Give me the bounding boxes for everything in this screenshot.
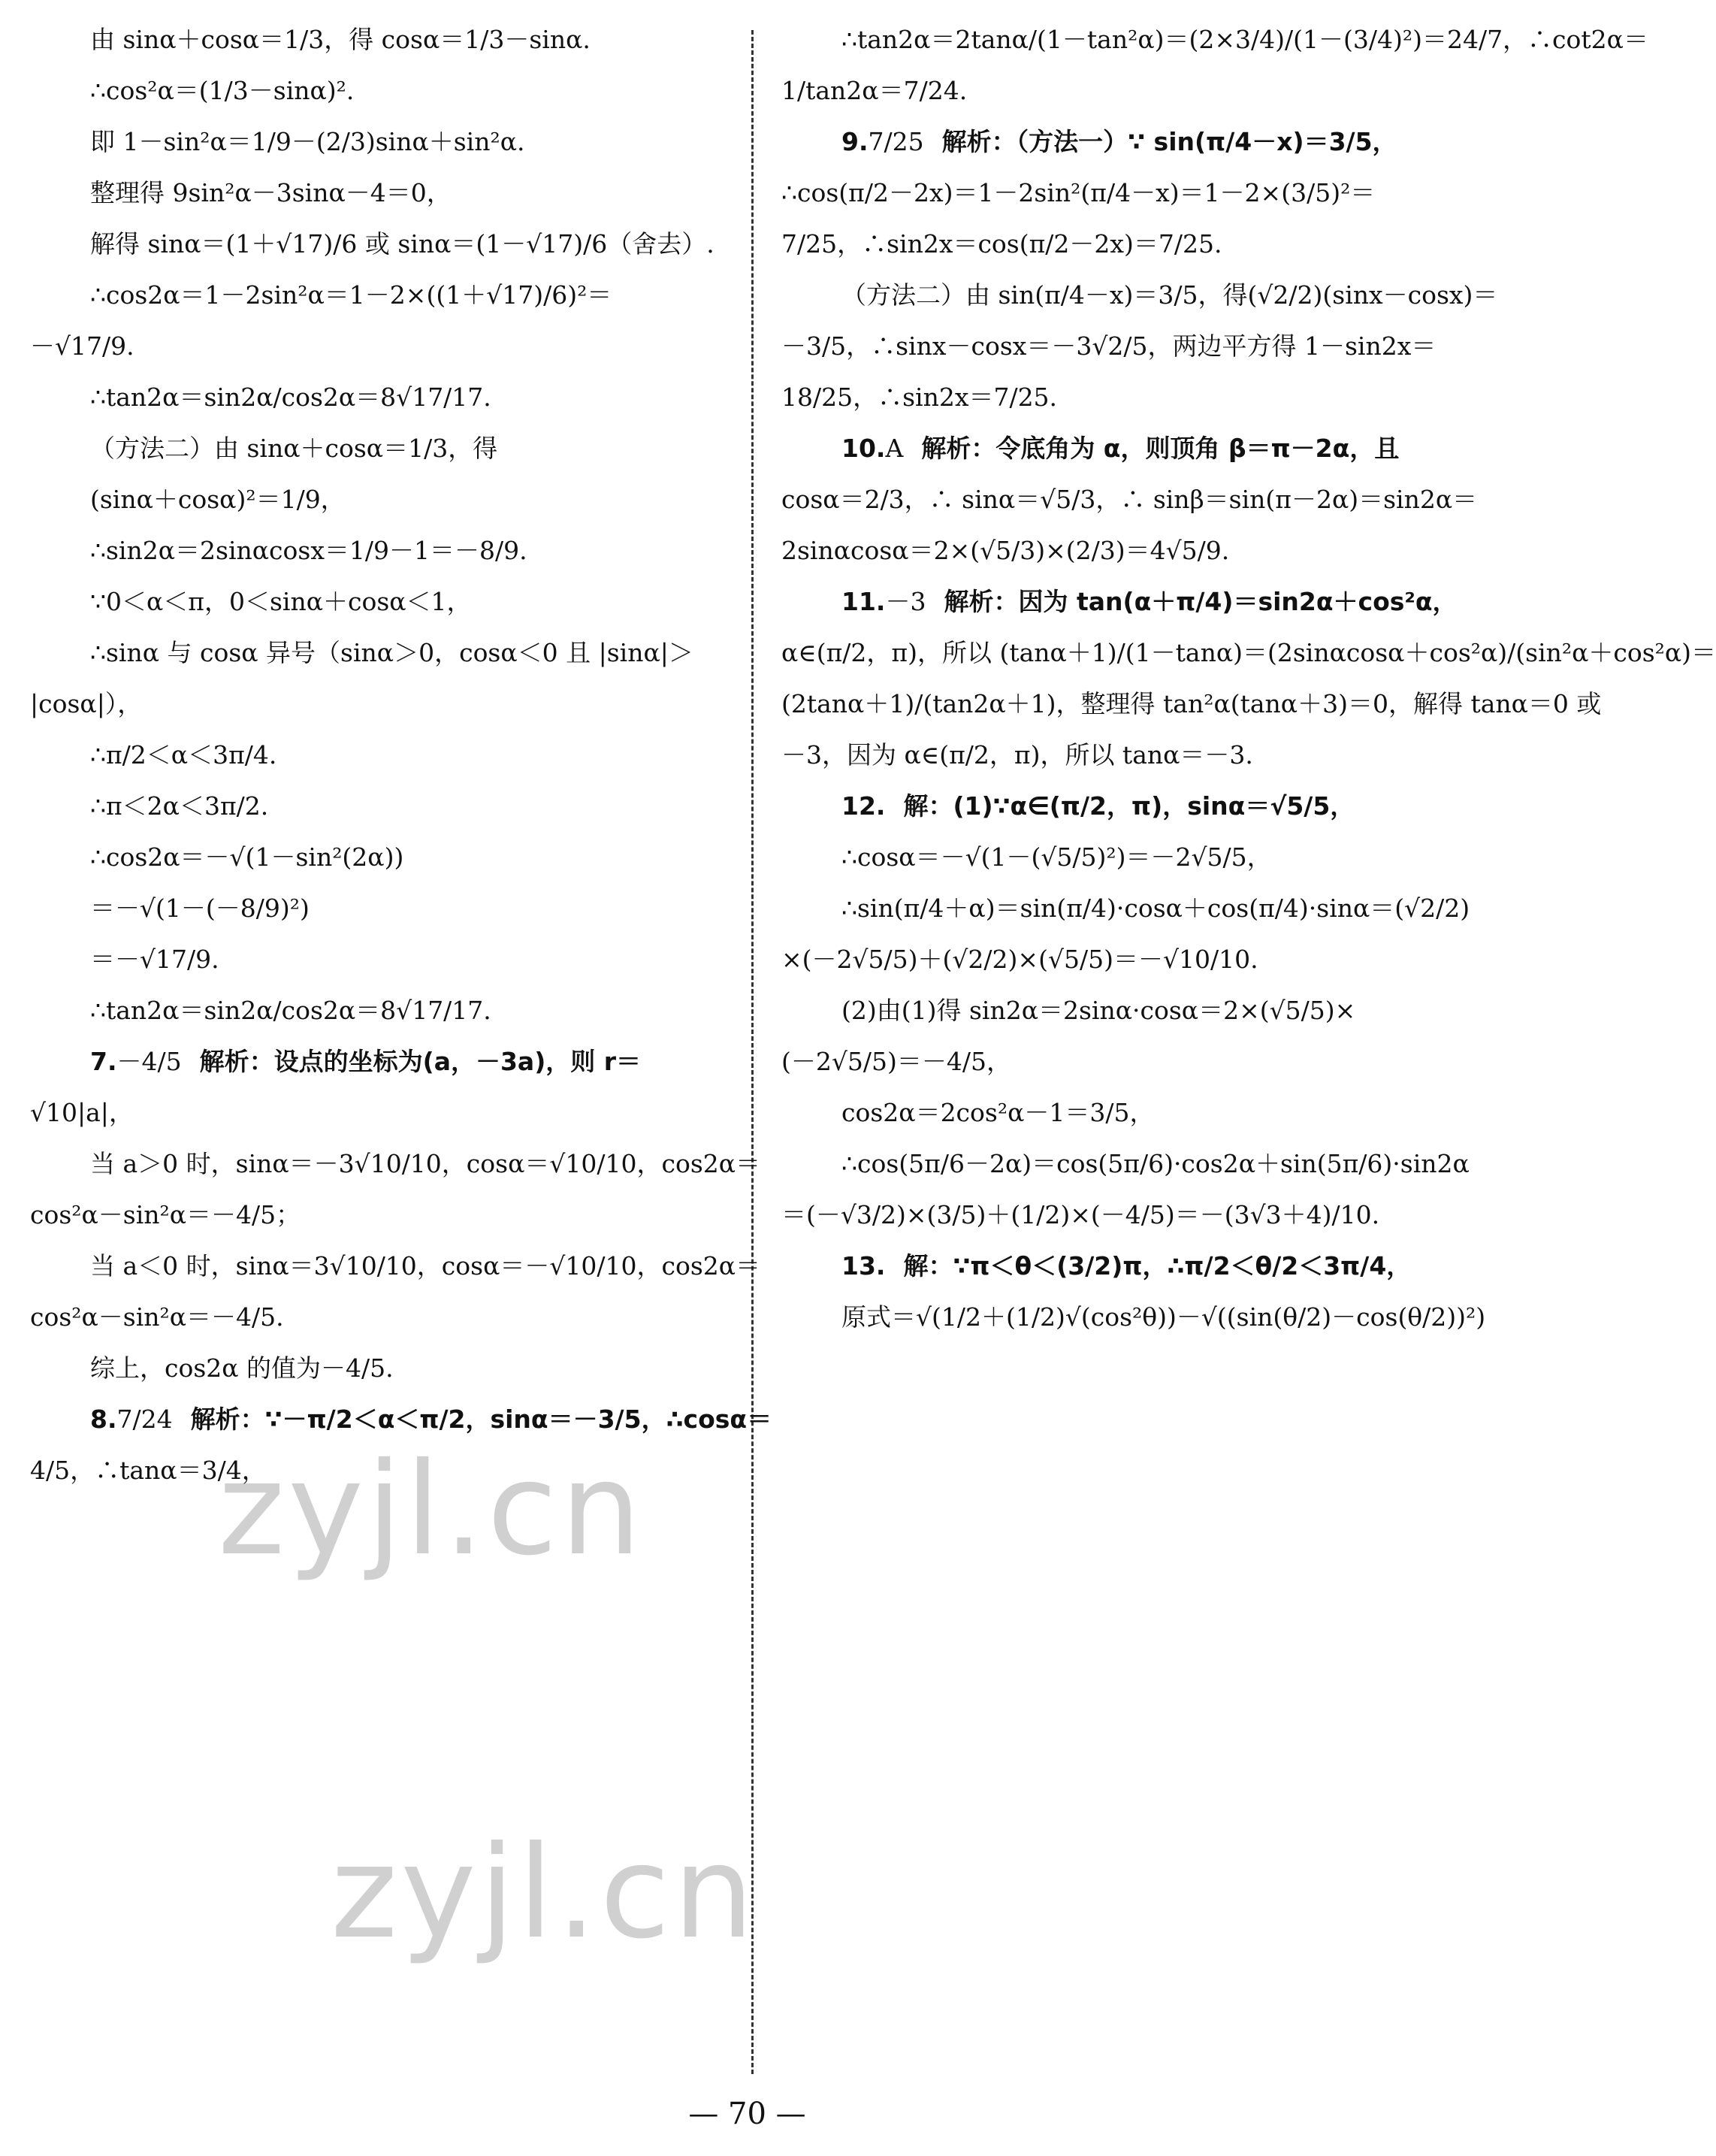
column-divider — [751, 30, 754, 2074]
text-line: ×(－2√5/5)＋(√2/2)×(√5/5)＝－√10/10. — [781, 945, 1258, 974]
solution-text: 解析：令底角为 α，则顶角 β＝π－2α，且 — [921, 434, 1400, 463]
problem-number: 13. — [841, 1251, 886, 1281]
text-line: ＝－√17/9. — [90, 945, 219, 974]
text-line: ∴sinα 与 cosα 异号（sinα＞0，cosα＜0 且 |sinα|＞ — [90, 638, 693, 667]
text-line: 综上，cos2α 的值为－4/5. — [90, 1353, 394, 1383]
text-line: 由 sinα＋cosα＝1/3，得 cosα＝1/3－sinα. — [90, 25, 591, 54]
text-line: ∴sin(π/4＋α)＝sin(π/4)·cosα＋cos(π/4)·sinα＝(√2/2) — [841, 894, 1470, 923]
text-line: 整理得 9sin²α－3sinα－4＝0， — [90, 178, 452, 207]
problem-answer: －4/5 — [116, 1047, 182, 1076]
page-number: — 70 — — [688, 2097, 806, 2131]
text-line: （方法二）由 sinα＋cosα＝1/3，得 — [90, 434, 498, 463]
text-line: ∴cosα＝－√(1－(√5/5)²)＝－2√5/5， — [841, 842, 1272, 872]
text-line: ∴sin2α＝2sinαcosx＝1/9－1＝－8/9. — [90, 536, 527, 565]
solution-text: 解析：设点的坐标为(a，－3a)，则 r＝ — [199, 1047, 642, 1076]
text-line: －3/5，∴sinx－cosx＝－3√2/5，两边平方得 1－sin2x＝ — [781, 331, 1437, 361]
text-line: ∴cos2α＝1－2sin²α＝1－2×((1＋√17)/6)²＝ — [90, 280, 612, 310]
text-line: ∴cos²α＝(1/3－sinα)². — [90, 76, 355, 105]
problem-12-line — [781, 789, 1473, 824]
text-line: ∴cos(π/2－2x)＝1－2sin²(π/4－x)＝1－2×(3/5)²＝ — [781, 178, 1376, 207]
problem-answer: 7/25 — [868, 127, 924, 156]
solution-text: 解：∵π＜θ＜(3/2)π，∴π/2＜θ/2＜3π/4， — [903, 1251, 1412, 1281]
text-line: (2)由(1)得 sin2α＝2sinα·cosα＝2×(√5/5)× — [841, 996, 1356, 1025]
text-line: （方法二）由 sin(π/4－x)＝3/5，得(√2/2)(sinx－cosx)＝ — [841, 280, 1498, 310]
text-line: 当 a＞0 时，sinα＝－3√10/10，cosα＝√10/10，cos2α＝ — [90, 1149, 761, 1178]
solution-text: 解析：∵－π/2＜α＜π/2，sinα＝－3/5，∴cosα＝ — [190, 1405, 772, 1434]
text-line: 2sinαcosα＝2×(√5/3)×(2/3)＝4√5/9. — [781, 536, 1230, 565]
text-line: 当 a＜0 时，sinα＝3√10/10，cosα＝－√10/10，cos2α＝ — [90, 1251, 761, 1281]
problem-11-line — [781, 585, 1473, 619]
problem-answer: A — [885, 434, 904, 463]
text-line: 1/tan2α＝7/24. — [781, 76, 968, 105]
text-line: ∴cos(5π/6－2α)＝cos(5π/6)·cos2α＋sin(5π/6)·sin2α — [841, 1149, 1470, 1178]
text-line: 解得 sinα＝(1＋√17)/6 或 sinα＝(1－√17)/6（舍去）. — [90, 229, 714, 259]
text-line: ∵0＜α＜π，0＜sinα＋cosα＜1， — [90, 587, 472, 616]
text-line: ∴tan2α＝2tanα/(1－tan²α)＝(2×3/4)/(1－(3/4)²)＝24/7，∴cot2α＝ — [841, 25, 1648, 54]
text-line: cos²α－sin²α＝－4/5； — [30, 1200, 301, 1229]
text-line: α∈(π/2，π)，所以 (tanα＋1)/(1－tanα)＝(2sinαcosα＋cos²α)/(sin²α＋cos²α)＝ — [781, 638, 1716, 667]
text-line: ∴π＜2α＜3π/2. — [90, 791, 269, 821]
solution-text: 解：(1)∵α∈(π/2，π)，sinα＝√5/5， — [903, 791, 1355, 821]
text-line: 18/25，∴sin2x＝7/25. — [781, 383, 1058, 412]
problem-number: 10. — [841, 434, 886, 463]
text-line: |cosα|）， — [30, 689, 143, 718]
text-line: (－2√5/5)＝－4/5， — [781, 1047, 1011, 1076]
text-line: cosα＝2/3，∴ sinα＝√5/3，∴ sinβ＝sin(π－2α)＝sin2α＝ — [781, 485, 1478, 514]
problem-number: 11. — [841, 587, 886, 616]
text-line: √10|a|， — [30, 1098, 134, 1127]
left-column — [30, 23, 772, 1504]
text-line: 7/25，∴sin2x＝cos(π/2－2x)＝7/25. — [781, 229, 1222, 259]
problem-8-line — [30, 1402, 772, 1437]
text-line: (sinα＋cosα)²＝1/9， — [90, 485, 346, 514]
text-line: ＝－√(1－(－8/9)²) — [90, 894, 310, 923]
text-line: ∴π/2＜α＜3π/4. — [90, 740, 277, 770]
text-line: ＝(－√3/2)×(3/5)＋(1/2)×(－4/5)＝－(3√3＋4)/10. — [781, 1200, 1380, 1229]
problem-answer: 7/24 — [116, 1405, 173, 1434]
problem-9-line — [781, 125, 1473, 159]
text-line: (2tanα＋1)/(tan2α＋1)，整理得 tan²α(tanα＋3)＝0，解得 tanα＝0 或 — [781, 689, 1602, 718]
problem-13-line — [781, 1249, 1473, 1284]
problem-number: 12. — [841, 791, 886, 821]
problem-number: 8. — [90, 1405, 117, 1434]
watermark: zyjl.cn — [218, 1435, 645, 1584]
problem-10-line — [781, 431, 1473, 466]
problem-number: 9. — [841, 127, 869, 156]
right-column — [781, 23, 1716, 1351]
text-line: ∴cos2α＝－√(1－sin²(2α)) — [90, 842, 404, 872]
text-line: cos²α－sin²α＝－4/5. — [30, 1302, 284, 1332]
problem-number: 7. — [90, 1047, 117, 1076]
text-line: ∴tan2α＝sin2α/cos2α＝8√17/17. — [90, 996, 491, 1025]
text-line: －√17/9. — [30, 331, 134, 361]
text-line: ∴tan2α＝sin2α/cos2α＝8√17/17. — [90, 383, 491, 412]
text-line: 原式＝√(1/2＋(1/2)√(cos²θ))－√((sin(θ/2)－cos(θ/2))²) — [841, 1302, 1486, 1332]
solution-text: 解析：（方法一）∵ sin(π/4－x)＝3/5， — [941, 127, 1397, 156]
text-line: 4/5，∴tanα＝3/4， — [30, 1456, 267, 1485]
text-line: －3，因为 α∈(π/2，π)，所以 tanα＝－3. — [781, 740, 1253, 770]
solution-text: 解析：因为 tan(α＋π/4)＝sin2α＋cos²α， — [944, 587, 1458, 616]
text-line: cos2α＝2cos²α－1＝3/5， — [841, 1098, 1155, 1127]
text-line: 即 1－sin²α＝1/9－(2/3)sinα＋sin²α. — [90, 127, 525, 156]
problem-answer: －3 — [885, 587, 926, 616]
watermark: zyjl.cn — [331, 1819, 757, 1967]
problem-7-line — [30, 1045, 721, 1079]
